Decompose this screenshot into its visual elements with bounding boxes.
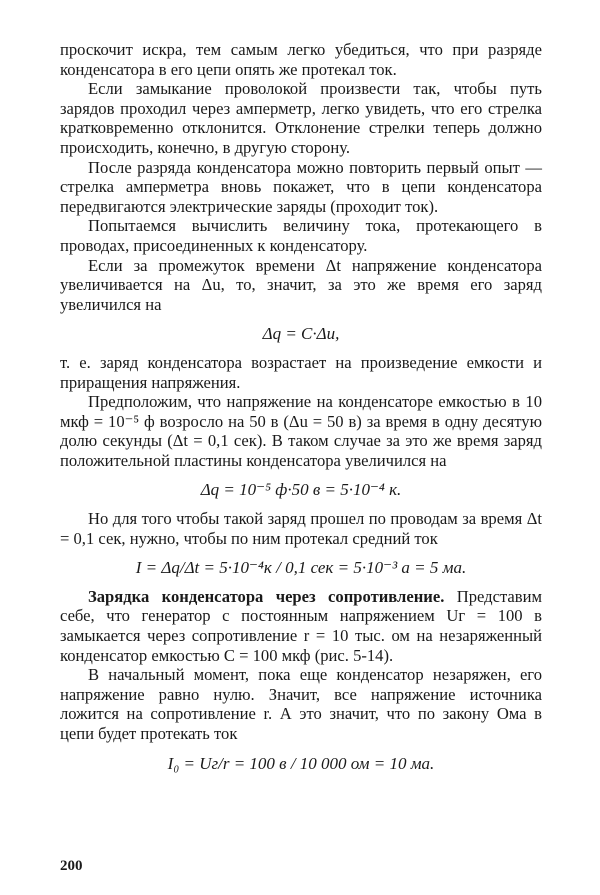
page-number: 200 [60, 858, 83, 874]
paragraph: проскочит искра, тем самым легко убедиться, что при разряде конденсатора в его цепи опять же протекал ток. [60, 40, 542, 79]
section-paragraph [60, 587, 542, 665]
section-paragraph-text: Представим себе, что генератор с постоянным напряжением Uг = 100 в замыкается через сопротивление r = 10 тыс. ом на незаряженный конденсатор емкостью C = 100 мкф (рис. 5-14). [60, 586, 542, 665]
section-heading: Зарядка конденсатора через сопротивление. [88, 586, 445, 606]
paragraph: Попытаемся вычислить величину тока, протекающего в проводах, присоединенных к конденсатору. [60, 216, 542, 255]
formula-average-current: I = Δq/Δt = 5·10⁻⁴к / 0,1 сек = 5·10⁻³ а = 5 ма. [135, 558, 467, 578]
paragraph: Предположим, что напряжение на конденсаторе емкостью в 10 мкф = 10⁻⁵ ф возросло на 50 в (Δu = 50 в) за время в одну десятую долю секунды (Δt = 0,1 сек). В таком случае за это же время заряд положительной пластины конденсатора увеличился на [60, 392, 542, 470]
formula-charge-increment: Δq = C·Δu, [262, 324, 340, 344]
paragraph: В начальный момент, пока еще конденсатор незаряжен, его напряжение равно нулю. Значит, все напряжение источника ложится на сопротивление r. А это значит, что по закону Ома в цепи будет протекать ток [60, 665, 542, 743]
formula-initial-current: I₀ = Uг/r = 100 в / 10 000 ом = 10 ма. [167, 753, 435, 773]
paragraph: т. е. заряд конденсатора возрастает на произведение емкости и приращения напряжения. [60, 352, 542, 392]
body-text [60, 40, 542, 782]
paragraph: Если замыкание проволокой произвести так, чтобы путь зарядов проходил через амперметр, легко увидеть, что его стрелка кратковременно отклонится. Отклонение стрелки теперь должно происходить, конечно, в другую сторону. [60, 79, 542, 157]
paragraph: Но для того чтобы такой заряд прошел по проводам за время Δt = 0,1 сек, нужно, чтобы по ним протекал средний ток [60, 509, 542, 548]
paragraph: После разряда конденсатора можно повторить первый опыт — стрелка амперметра вновь покажет, что в цепи конденсатора передвигаются электрические заряды (проходит ток). [60, 157, 542, 216]
paragraph: Если за промежуток времени Δt напряжение конденсатора увеличивается на Δu, то, значит, за это же время его заряд увеличился на [60, 255, 542, 314]
formula-charge-value: Δq = 10⁻⁵ ф·50 в = 5·10⁻⁴ к. [200, 480, 402, 500]
